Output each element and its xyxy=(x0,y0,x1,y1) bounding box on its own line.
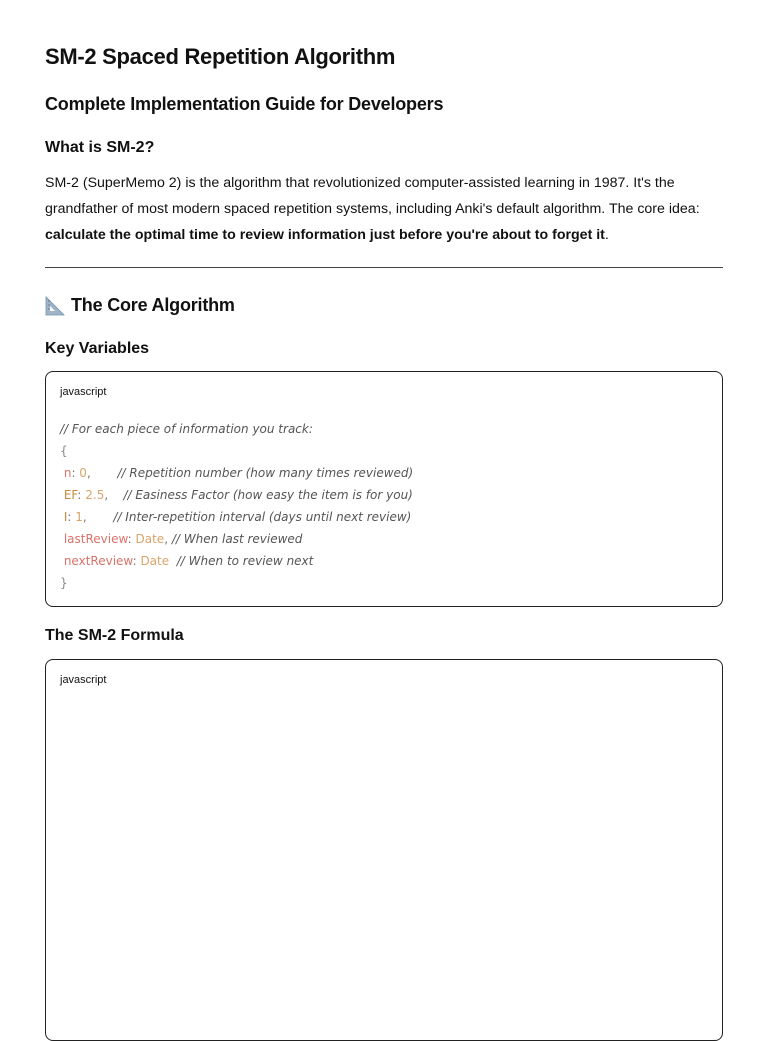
sm2-formula-code-block xyxy=(45,659,723,1041)
code-line: I: 1, // Inter-repetition interval (days until next review) xyxy=(63,510,412,524)
code-open-brace: { xyxy=(60,444,68,458)
intro-text: SM-2 (SuperMemo 2) is the algorithm that revolutionized computer-assisted learning in 1987. It's the grandfather of most modern spaced repetition systems, including Anki's default algorithm. The core idea: xyxy=(45,175,700,217)
code-line: n: 0, // Repetition number (how many times reviewed) xyxy=(63,466,414,480)
intro-bold-text: calculate the optimal time to review information just before you're about to forget it xyxy=(45,227,605,243)
horizontal-divider xyxy=(45,267,723,268)
page-subtitle: Complete Implementation Guide for Developers xyxy=(45,94,444,114)
key-variables-heading: Key Variables xyxy=(45,340,150,357)
intro-text-end: . xyxy=(604,227,609,243)
key-variables-code-block xyxy=(45,371,723,607)
core-algorithm-title: The Core Algorithm xyxy=(71,295,235,315)
code-line: nextReview: Date // When to review next xyxy=(63,554,314,568)
code-comment: // For each piece of information you track: xyxy=(60,422,313,436)
what-is-heading: What is SM-2? xyxy=(45,139,155,156)
code-content xyxy=(60,418,413,594)
code-close-brace: } xyxy=(60,576,68,590)
intro-paragraph xyxy=(45,170,735,248)
code-language-label: javascript xyxy=(60,674,107,686)
core-algorithm-heading xyxy=(45,295,235,316)
triangular-ruler-icon xyxy=(45,296,65,316)
code-line: lastReview: Date, // When last reviewed xyxy=(63,532,303,546)
code-language-label: javascript xyxy=(60,386,107,398)
page-title: SM-2 Spaced Repetition Algorithm xyxy=(45,44,396,69)
sm2-formula-heading: The SM-2 Formula xyxy=(45,627,184,644)
code-line: EF: 2.5, // Easiness Factor (how easy the item is for you) xyxy=(63,488,413,502)
